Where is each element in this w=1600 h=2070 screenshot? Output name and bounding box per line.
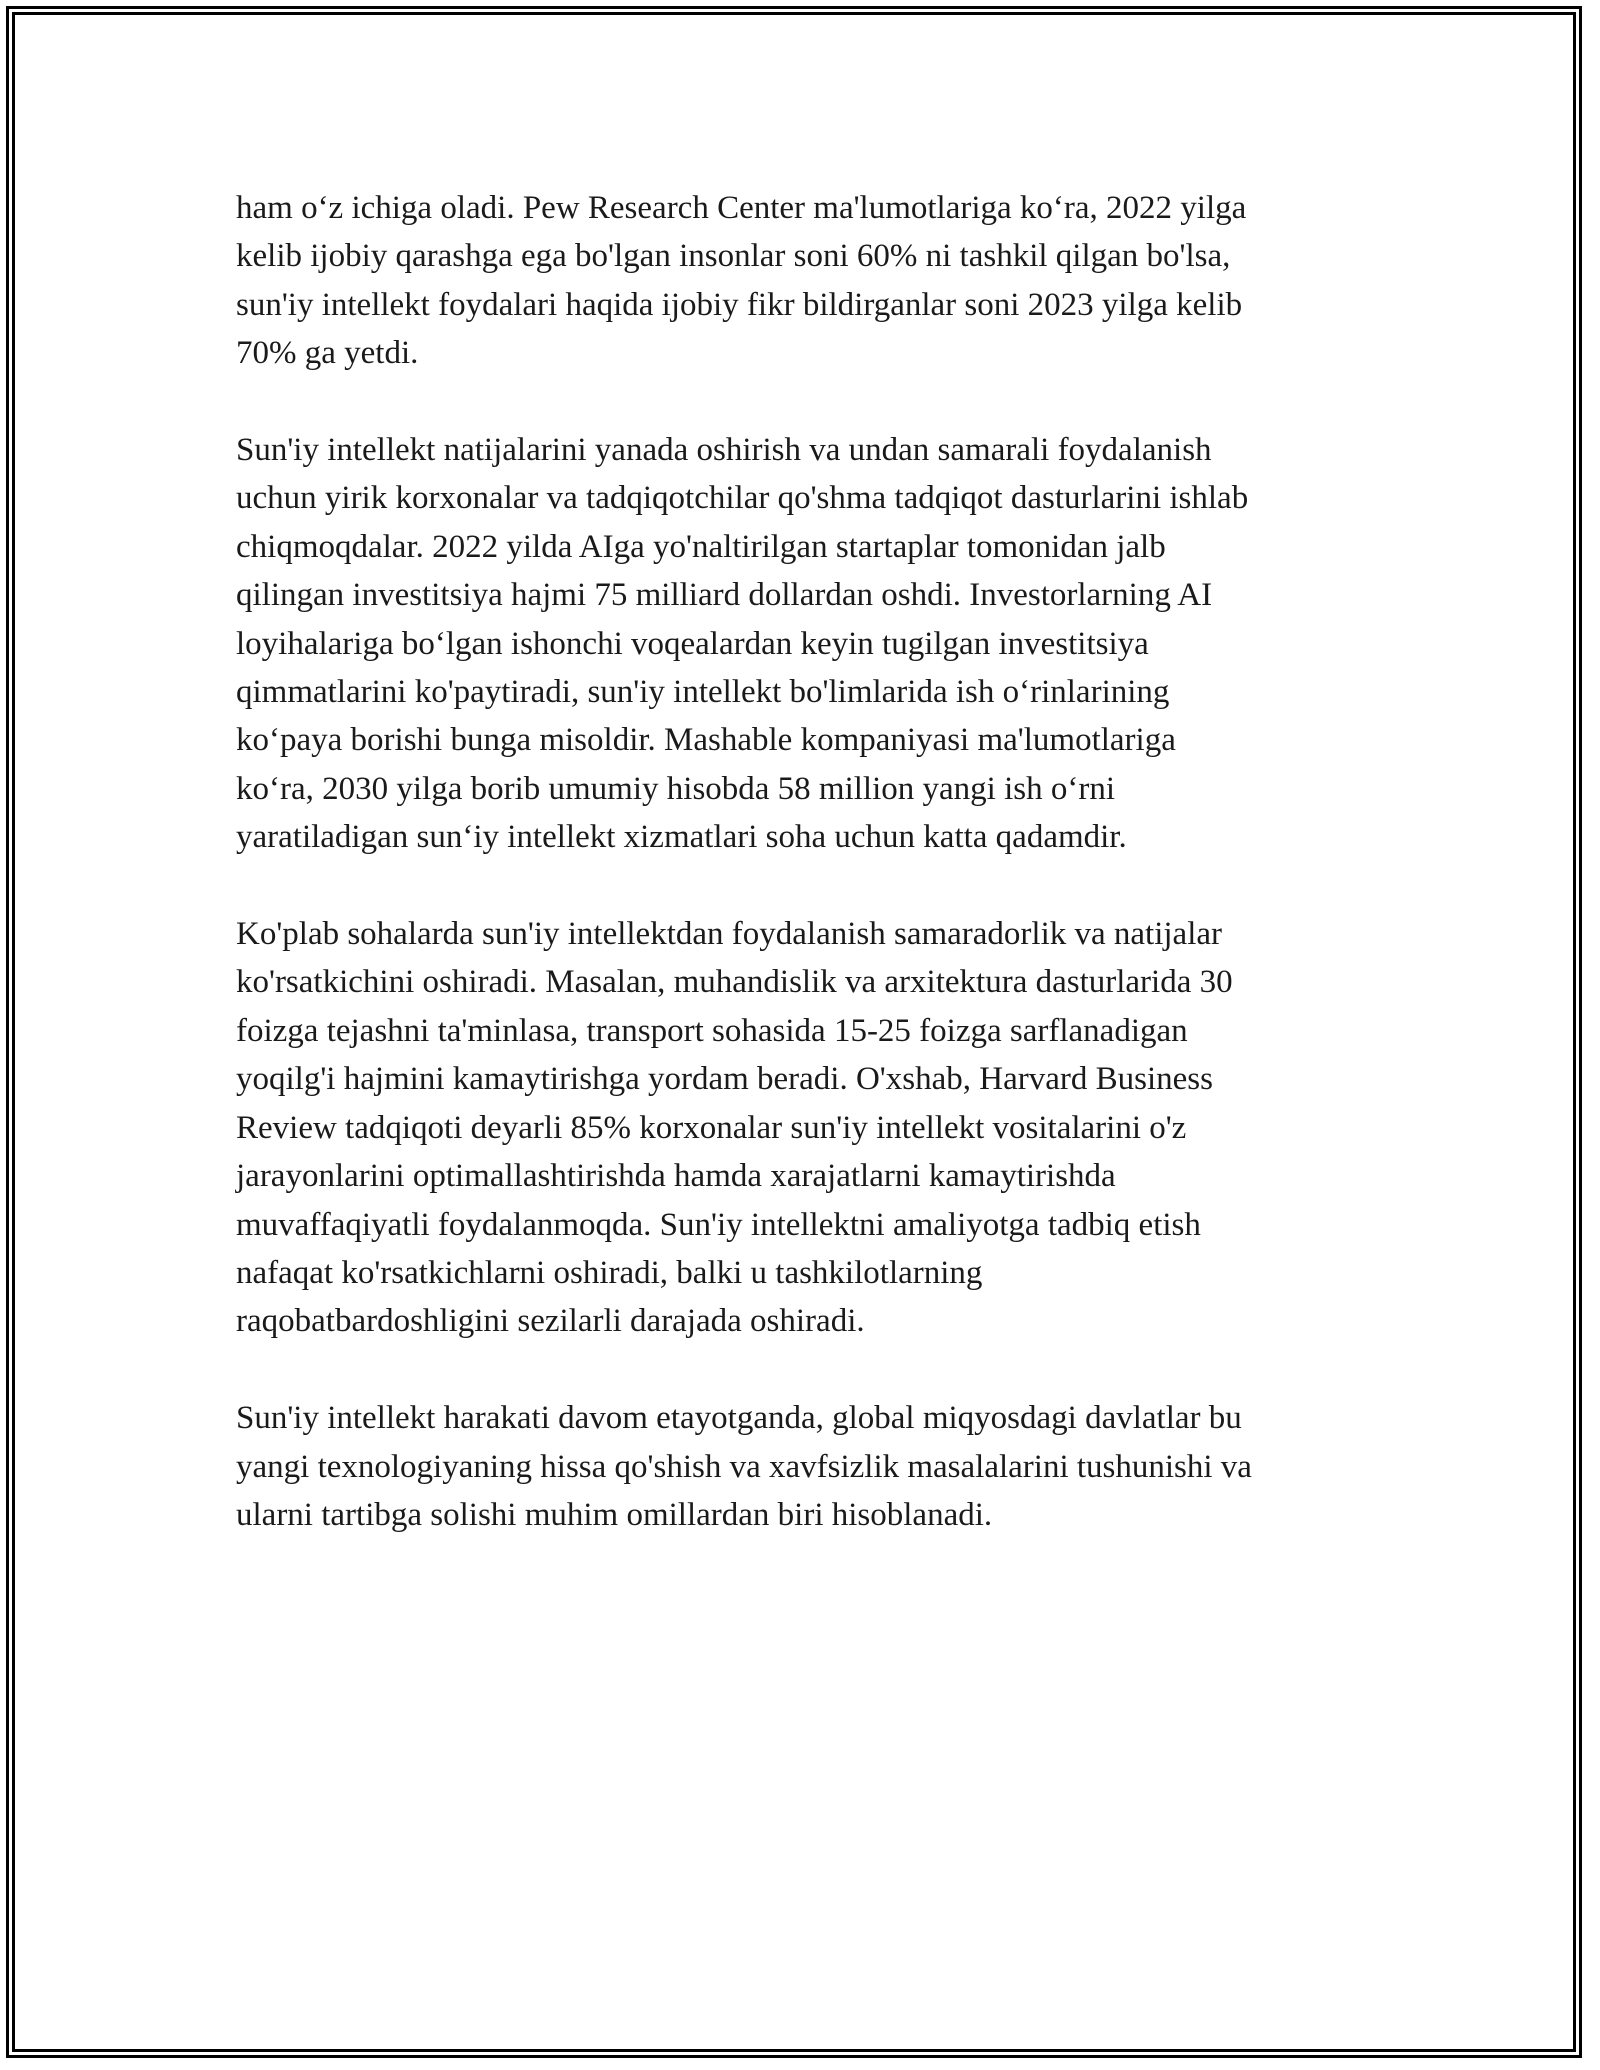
text-line: yangi texnologiyaning hissa qo'shish va xavfsizlik masalalarini tushunishi va — [236, 1448, 1252, 1485]
text-line: raqobatbardoshligini sezilarli darajada oshiradi. — [236, 1303, 865, 1340]
text-line: muvaffaqiyatli foydalanmoqda. Sun'iy intellektni amaliyotga tadbiq etish — [236, 1206, 1201, 1243]
text-line: nafaqat ko'rsatkichlarni oshiradi, balki u tashkilotlarning — [236, 1254, 983, 1291]
text-line: Sun'iy intellekt harakati davom etayotganda, global miqyosdagi davlatlar bu — [236, 1400, 1242, 1437]
text-line: ham o‘z ichiga oladi. Pew Research Center ma'lumotlariga ko‘ra, 2022 yilga — [236, 190, 1247, 226]
text-line: kelib ijobiy qarashga ega bo'lgan insonlar soni 60% ni tashkil qilgan bo'lsa, — [236, 238, 1231, 275]
text-line: foizga tejashni ta'minlasa, transport sohasida 15-25 foizga sarflanadigan — [236, 1012, 1188, 1049]
document-body — [236, 184, 1376, 1588]
text-line: chiqmoqdalar. 2022 yilda AIga yo'naltirilgan startaplar tomonidan jalb — [236, 528, 1166, 565]
paragraph-3 — [236, 910, 1376, 1346]
text-line: Ko'plab sohalarda sun'iy intellektdan foydalanish samaradorlik va natijalar — [236, 916, 1223, 953]
text-line: 70% ga yetdi. — [236, 335, 419, 372]
paragraph-1 — [236, 184, 1376, 378]
text-line: uchun yirik korxonalar va tadqiqotchilar qo'shma tadqiqot dasturlarini ishlab — [236, 480, 1249, 517]
text-line: ko‘paya borishi bunga misoldir. Mashable kompaniyasi ma'lumotlariga — [236, 722, 1176, 759]
text-line: Sun'iy intellekt natijalarini yanada oshirish va undan samarali foydalanish — [236, 432, 1212, 469]
text-line: yaratiladigan sun‘iy intellekt xizmatlari soha uchun katta qadamdir. — [236, 819, 1127, 856]
text-line: jarayonlarini optimallashtirishda hamda xarajatlarni kamaytirishda — [236, 1158, 1116, 1195]
text-line: yoqilg'i hajmini kamaytirishga yordam beradi. O'xshab, Harvard Business — [236, 1061, 1213, 1098]
paragraph-4 — [236, 1394, 1376, 1539]
text-line: loyihalariga bo‘lgan ishonchi voqealardan keyin tugilgan investitsiya — [236, 625, 1149, 662]
text-line: sun'iy intellekt foydalari haqida ijobiy fikr bildirganlar soni 2023 yilga kelib — [236, 286, 1243, 323]
text-line: ularni tartibga solishi muhim omillardan biri hisoblanadi. — [236, 1496, 993, 1533]
text-line: qilingan investitsiya hajmi 75 milliard dollardan oshdi. Investorlarning AI — [236, 577, 1213, 614]
text-line: Review tadqiqoti deyarli 85% korxonalar sun'iy intellekt vositalarini o'z — [236, 1109, 1187, 1146]
text-line: qimmatlarini ko'paytiradi, sun'iy intellekt bo'limlarida ish o‘rinlarining — [236, 674, 1170, 711]
paragraph-2 — [236, 426, 1376, 862]
text-line: ko‘ra, 2030 yilga borib umumiy hisobda 58 million yangi ish o‘rni — [236, 770, 1115, 807]
text-line: ko'rsatkichini oshiradi. Masalan, muhandislik va arxitektura dasturlarida 30 — [236, 964, 1233, 1001]
